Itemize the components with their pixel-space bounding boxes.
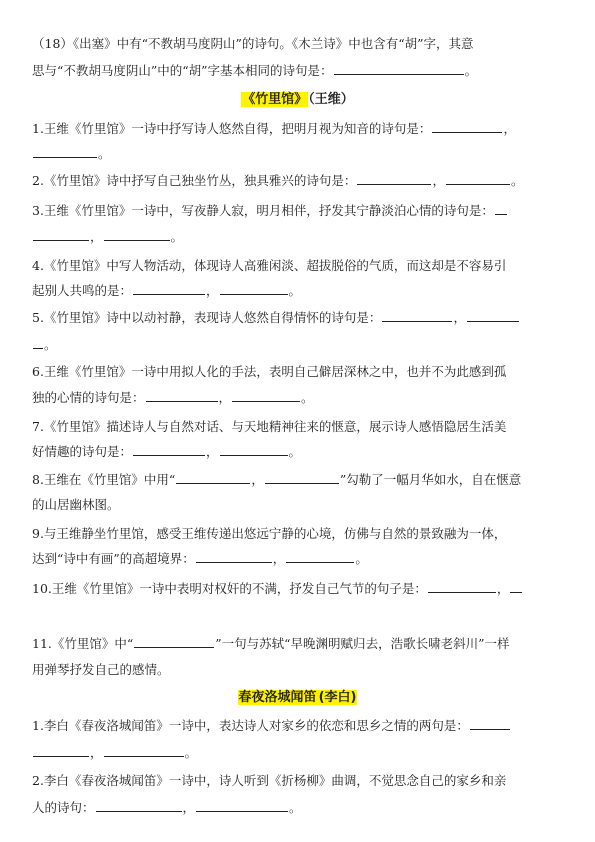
q-text: 2.《竹里馆》诗中抒写自己独坐竹丛，独具雅兴的诗句是：	[32, 173, 357, 188]
zhuliguan-q11-line-2	[32, 662, 567, 678]
q-text: ”勾勒了一幅月华如水，自在惬意	[339, 472, 522, 487]
q-punct: ，	[90, 229, 103, 244]
q-punct: ，	[206, 283, 219, 298]
answer-blank[interactable]	[196, 800, 288, 812]
q-punct: ，	[503, 121, 516, 136]
answer-blank[interactable]	[96, 800, 182, 812]
q-punct: ，	[206, 444, 219, 459]
zhuliguan-q8-line-1	[32, 472, 567, 488]
answer-blank[interactable]	[176, 472, 250, 484]
answer-blank[interactable]	[428, 581, 496, 593]
section-heading-chunye	[0, 689, 595, 707]
q-text: 人的诗句：	[32, 800, 95, 815]
answer-blank[interactable]	[133, 444, 205, 456]
q-text: 的山居幽林图。	[32, 497, 120, 512]
section-title-chunye: 春夜洛城闻笛	[238, 690, 317, 705]
q-text: 起别人共鸣的是：	[32, 283, 133, 298]
zhuliguan-q9-line-2	[32, 551, 567, 567]
answer-blank[interactable]	[146, 390, 218, 402]
answer-blank[interactable]	[33, 337, 43, 349]
zhuliguan-q7-line-2	[32, 444, 567, 460]
q-text: 达到“诗中有画”的高超境界：	[32, 551, 195, 566]
q-text: 3.王维《竹里馆》一诗中，写夜静人寂，明月相伴，抒发其宁静淡泊心情的诗句是：	[32, 203, 494, 218]
answer-blank[interactable]	[265, 472, 339, 484]
zhuliguan-q1-line-2	[32, 146, 567, 162]
q-punct: ，	[251, 472, 264, 487]
q-text: 用弹琴抒发自己的感情。	[32, 662, 170, 677]
chunye-q1-line-2	[32, 745, 567, 761]
zhuliguan-q5-line-2	[32, 337, 567, 353]
q-punct: 。	[510, 173, 524, 188]
answer-blank[interactable]	[33, 745, 89, 757]
q-punct: 。	[44, 337, 57, 352]
q-punct: 。	[184, 745, 198, 760]
q-text: 11.《竹里馆》中“	[32, 636, 134, 651]
answer-blank[interactable]	[134, 636, 214, 648]
q-punct: 。	[289, 800, 302, 815]
answer-blank[interactable]	[33, 146, 97, 158]
answer-blank[interactable]	[133, 283, 205, 295]
q-text: 好情趣的诗句是：	[32, 444, 133, 459]
q-punct: 。	[355, 551, 368, 566]
q-text: 6.王维《竹里馆》一诗中用拟人化的手法，表明自己僻居深林之中，也并不为此感到孤	[32, 364, 507, 379]
q-punct: 。	[288, 444, 302, 459]
section-heading-zhuliguan	[0, 91, 595, 109]
answer-blank[interactable]	[232, 390, 300, 402]
section-author-libai: (李白)	[318, 690, 357, 705]
answer-blank[interactable]	[196, 551, 272, 563]
answer-blank[interactable]	[467, 310, 519, 322]
answer-blank[interactable]	[334, 63, 464, 75]
q-text: 独的心情的诗句是：	[32, 390, 145, 405]
zhuliguan-q4-line-1	[32, 258, 567, 274]
q-punct: 。	[301, 390, 314, 405]
answer-blank[interactable]	[220, 444, 288, 456]
q-text: 4.《竹里馆》中写人物活动，体现诗人高雅闲淡、超拔脱俗的气质，而这却是不容易引	[32, 258, 507, 273]
answer-blank[interactable]	[510, 581, 522, 593]
zhuliguan-q7-line-1	[32, 419, 567, 435]
question-18-text-1: （18）《出塞》中有“不教胡马度阴山”的诗句。《木兰诗》中也含有“胡”字，其意	[32, 36, 474, 51]
question-18-line-2	[32, 63, 567, 79]
q-text: 7.《竹里馆》描述诗人与自然对话、与天地精神往来的惬意，展示诗人感悟隐居生活美	[32, 419, 507, 434]
q-text: 1.李白《春夜洛城闻笛》一诗中，表达诗人对家乡的依恋和思乡之情的两句是：	[32, 718, 469, 733]
q-text: 2.李白《春夜洛城闻笛》一诗中，诗人听到《折杨柳》曲调，不觉思念自己的家乡和亲	[32, 773, 507, 788]
answer-blank[interactable]	[495, 203, 507, 215]
question-18-end: 。	[464, 63, 478, 78]
answer-blank[interactable]	[470, 718, 510, 730]
section-title-zhuliguan: 《竹里馆》	[242, 92, 308, 107]
zhuliguan-q1-line-1	[32, 121, 567, 137]
q-punct: ，	[182, 800, 196, 815]
answer-blank[interactable]	[33, 229, 89, 241]
answer-blank[interactable]	[446, 173, 510, 185]
chunye-q1-line-1	[32, 718, 567, 734]
q-punct: 。	[170, 229, 184, 244]
answer-blank[interactable]	[104, 229, 170, 241]
answer-blank[interactable]	[104, 745, 184, 757]
answer-blank[interactable]	[286, 551, 354, 563]
q-punct: ，	[453, 310, 466, 325]
zhuliguan-q8-line-2	[32, 497, 567, 513]
chunye-q2-line-2	[32, 800, 567, 816]
q-text: 9.与王维静坐竹里馆，感受王维传递出悠远宁静的心境，仿佛与自然的景致融为一体，	[32, 526, 507, 541]
q-text: 5.《竹里馆》诗中以动衬静，表现诗人悠然自得情怀的诗句是：	[32, 310, 382, 325]
zhuliguan-q4-line-2	[32, 283, 567, 299]
question-18-text-2: 思与“不教胡马度阴山”中的“胡”字基本相同的诗句是：	[32, 63, 333, 78]
q-text: 8.王维在《竹里馆》中用“	[32, 472, 176, 487]
q-punct: 。	[98, 146, 111, 161]
zhuliguan-q2-line	[32, 173, 567, 189]
zhuliguan-q6-line-1	[32, 364, 567, 380]
q-punct: ，	[90, 745, 103, 760]
q-punct: ，	[496, 581, 510, 596]
answer-blank[interactable]	[432, 121, 502, 133]
zhuliguan-q5-line-1	[32, 310, 567, 326]
q-punct: ，	[218, 390, 232, 405]
question-18-line-1	[32, 36, 567, 52]
answer-blank[interactable]	[357, 173, 431, 185]
zhuliguan-q3-line-1	[32, 203, 567, 219]
q-punct: ，	[272, 551, 286, 566]
q-text: 1.王维《竹里馆》一诗中抒写诗人悠然自得，把明月视为知音的诗句是：	[32, 121, 432, 136]
zhuliguan-q11-line-1	[32, 636, 567, 652]
zhuliguan-q6-line-2	[32, 390, 567, 406]
chunye-q2-line-1	[32, 773, 567, 789]
q-text: ”一句与苏轼“早晚渊明赋归去，浩歌长啸老斜川”一样	[215, 636, 510, 651]
answer-blank[interactable]	[382, 310, 452, 322]
section-author-wangwei: （王维）	[308, 92, 354, 107]
q-punct: ，	[432, 173, 445, 188]
q-text: 10.王维《竹里馆》一诗中表明对权奸的不满，抒发自己气节的句子是：	[32, 581, 427, 596]
zhuliguan-q10-line	[32, 581, 567, 597]
answer-blank[interactable]	[220, 283, 288, 295]
q-punct: 。	[288, 283, 302, 298]
zhuliguan-q9-line-1	[32, 526, 567, 542]
zhuliguan-q3-line-2	[32, 229, 567, 245]
